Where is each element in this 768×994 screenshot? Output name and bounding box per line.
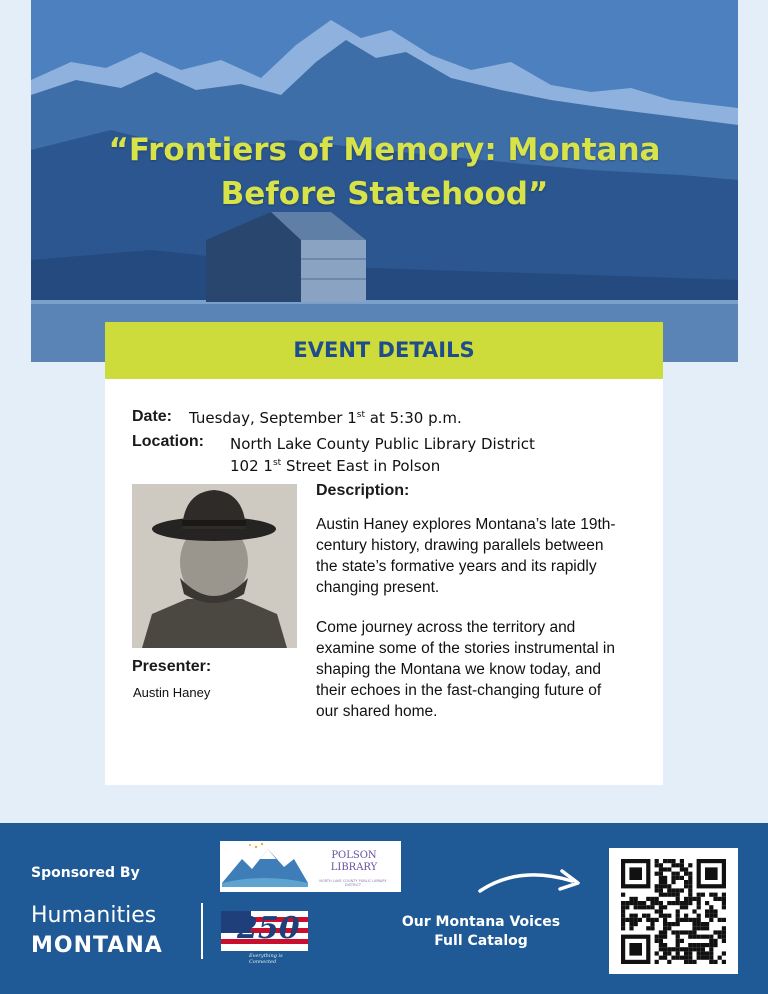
polson-library-subtitle: NORTH LAKE COUNTY PUBLIC LIBRARY DISTRICT <box>319 879 387 887</box>
qr-module <box>634 897 638 901</box>
qr-module <box>692 960 696 964</box>
qr-module <box>655 884 659 888</box>
qr-module <box>705 909 709 913</box>
qr-module <box>659 888 663 892</box>
qr-module <box>692 922 696 926</box>
qr-module <box>655 935 659 939</box>
qr-module <box>663 930 667 934</box>
qr-module <box>671 876 675 880</box>
qr-module <box>684 867 688 871</box>
qr-module <box>697 918 701 922</box>
qr-module <box>650 901 654 905</box>
qr-module <box>722 960 726 964</box>
qr-module <box>663 943 667 947</box>
qr-module <box>667 867 671 871</box>
polson-library-logo <box>220 841 401 892</box>
qr-module <box>684 918 688 922</box>
qr-module <box>663 926 667 930</box>
qr-module <box>697 901 701 905</box>
qr-module <box>705 956 709 960</box>
qr-module <box>621 901 625 905</box>
description-label: Description: <box>316 482 410 499</box>
qr-module <box>655 960 659 964</box>
qr-code[interactable] <box>609 848 738 974</box>
qr-module <box>680 939 684 943</box>
qr-module <box>705 922 709 926</box>
qr-module <box>671 893 675 897</box>
catalog-link-line-2[interactable]: Full Catalog <box>434 933 528 949</box>
qr-module <box>692 943 696 947</box>
qr-module <box>663 951 667 955</box>
qr-module <box>663 905 667 909</box>
qr-module <box>676 897 680 901</box>
qr-module <box>722 939 726 943</box>
qr-module <box>667 951 671 955</box>
qr-module <box>621 914 625 918</box>
qr-module <box>722 926 726 930</box>
qr-module <box>688 897 692 901</box>
qr-module <box>655 901 659 905</box>
qr-module <box>697 956 701 960</box>
qr-module <box>634 914 638 918</box>
qr-module <box>659 893 663 897</box>
qr-module <box>667 926 671 930</box>
qr-module <box>688 893 692 897</box>
qr-module <box>663 859 667 863</box>
qr-module <box>709 943 713 947</box>
qr-module <box>659 943 663 947</box>
qr-module <box>680 905 684 909</box>
qr-module <box>692 897 696 901</box>
qr-module <box>680 863 684 867</box>
qr-module <box>671 880 675 884</box>
qr-module <box>684 947 688 951</box>
qr-module <box>713 943 717 947</box>
qr-module <box>655 859 659 863</box>
description-paragraph-2: Come journey across the territory and examine some of the stories instrumental in shaping the Montana we know today, and their echoes in the fast-changing future of our shared home. <box>316 619 615 720</box>
qr-module <box>650 922 654 926</box>
qr-module <box>676 943 680 947</box>
qr-module <box>688 960 692 964</box>
qr-finder-pattern <box>629 867 642 880</box>
qr-module <box>634 918 638 922</box>
location-line-2 <box>230 457 440 475</box>
qr-module <box>663 956 667 960</box>
qr-module <box>701 951 705 955</box>
qr-module <box>634 905 638 909</box>
qr-module <box>629 901 633 905</box>
qr-module <box>676 914 680 918</box>
qr-module <box>634 901 638 905</box>
qr-module <box>646 926 650 930</box>
qr-module <box>684 960 688 964</box>
hero-banner <box>31 0 738 362</box>
qr-module <box>705 926 709 930</box>
qr-module <box>667 884 671 888</box>
qr-module <box>671 947 675 951</box>
qr-module <box>676 872 680 876</box>
qr-module <box>701 935 705 939</box>
qr-module <box>659 884 663 888</box>
qr-module <box>621 918 625 922</box>
qr-module <box>697 897 701 901</box>
qr-module <box>629 926 633 930</box>
qr-module <box>663 880 667 884</box>
qr-module <box>688 872 692 876</box>
qr-module <box>650 926 654 930</box>
qr-module <box>676 876 680 880</box>
qr-module <box>621 926 625 930</box>
qr-module <box>676 951 680 955</box>
qr-module <box>671 888 675 892</box>
qr-module <box>676 893 680 897</box>
qr-module <box>646 897 650 901</box>
date-value <box>189 409 462 427</box>
qr-module <box>692 947 696 951</box>
qr-module <box>676 930 680 934</box>
qr-module <box>701 947 705 951</box>
location-line-2-main: 102 1 <box>230 457 273 475</box>
qr-module <box>684 956 688 960</box>
qr-module <box>697 935 701 939</box>
qr-module <box>646 914 650 918</box>
montana-250-logo <box>219 907 310 965</box>
qr-module <box>705 935 709 939</box>
qr-module <box>671 956 675 960</box>
qr-module <box>709 918 713 922</box>
presenter-name: Austin Haney <box>133 685 211 700</box>
qr-module <box>659 956 663 960</box>
qr-module <box>722 905 726 909</box>
qr-module <box>680 867 684 871</box>
qr-module <box>709 939 713 943</box>
qr-module <box>713 909 717 913</box>
qr-module <box>697 943 701 947</box>
qr-module <box>701 922 705 926</box>
polson-library-name: POLSON LIBRARY <box>330 850 378 873</box>
qr-module <box>659 872 663 876</box>
qr-module <box>676 956 680 960</box>
qr-module <box>629 914 633 918</box>
qr-module <box>659 935 663 939</box>
qr-module <box>671 922 675 926</box>
date-value-time: at 5:30 p.m. <box>365 409 462 427</box>
qr-module <box>667 901 671 905</box>
qr-module <box>663 922 667 926</box>
qr-module <box>642 905 646 909</box>
qr-module <box>692 909 696 913</box>
qr-module <box>713 939 717 943</box>
qr-module <box>646 905 650 909</box>
humanities-montana-logo-line-1: Humanities <box>31 903 157 928</box>
qr-module <box>684 901 688 905</box>
logo-divider <box>201 903 203 959</box>
qr-module <box>697 926 701 930</box>
qr-module <box>659 947 663 951</box>
presenter-portrait <box>132 484 297 648</box>
qr-module <box>676 947 680 951</box>
qr-module <box>709 960 713 964</box>
qr-module <box>663 947 667 951</box>
logo-250-tagline: Everything is Connected <box>249 953 283 965</box>
qr-module <box>713 897 717 901</box>
qr-module <box>701 893 705 897</box>
qr-module <box>697 947 701 951</box>
logo-250-number: 250 <box>237 911 300 946</box>
qr-module <box>688 930 692 934</box>
qr-module <box>655 939 659 943</box>
qr-module <box>701 926 705 930</box>
qr-module <box>705 914 709 918</box>
qr-module <box>659 876 663 880</box>
qr-module <box>667 947 671 951</box>
qr-module <box>688 888 692 892</box>
qr-module <box>705 943 709 947</box>
qr-module <box>638 905 642 909</box>
qr-module <box>709 893 713 897</box>
qr-module <box>709 956 713 960</box>
qr-module <box>676 901 680 905</box>
qr-module <box>655 909 659 913</box>
qr-module <box>655 951 659 955</box>
qr-module <box>676 909 680 913</box>
qr-module <box>680 876 684 880</box>
qr-module <box>634 922 638 926</box>
event-title <box>31 128 738 216</box>
qr-module <box>676 888 680 892</box>
description-paragraph-1: Austin Haney explores Montana’s late 19th-century history, drawing parallels between the state’s formative years and its rapidly changing present. <box>316 516 616 596</box>
qr-module <box>688 918 692 922</box>
event-details-card <box>105 322 663 785</box>
qr-module <box>697 914 701 918</box>
qr-module <box>621 909 625 913</box>
qr-module <box>684 884 688 888</box>
qr-module <box>709 935 713 939</box>
qr-module <box>722 935 726 939</box>
qr-module <box>663 918 667 922</box>
presenter-label: Presenter: <box>132 658 212 675</box>
qr-module <box>663 884 667 888</box>
qr-module <box>722 951 726 955</box>
qr-module <box>655 897 659 901</box>
qr-module <box>701 956 705 960</box>
polson-mountains-icon <box>220 841 310 892</box>
date-value-main: Tuesday, September 1 <box>189 409 357 427</box>
qr-module <box>659 914 663 918</box>
qr-module <box>709 905 713 909</box>
qr-module <box>625 918 629 922</box>
qr-module <box>667 859 671 863</box>
qr-module <box>667 960 671 964</box>
location-label: Location: <box>132 433 204 450</box>
qr-module <box>650 905 654 909</box>
qr-module <box>663 867 667 871</box>
qr-module <box>718 918 722 922</box>
location-line-1: North Lake County Public Library District <box>230 435 535 453</box>
qr-module <box>722 930 726 934</box>
qr-module <box>684 905 688 909</box>
qr-module <box>642 914 646 918</box>
qr-module <box>697 922 701 926</box>
qr-module <box>671 901 675 905</box>
qr-module <box>625 901 629 905</box>
sponsored-by-label: Sponsored By <box>31 865 140 881</box>
event-title-line-1: “Frontiers of Memory: Montana <box>108 132 661 168</box>
catalog-link-line-1[interactable]: Our Montana Voices <box>401 914 561 930</box>
qr-module <box>659 901 663 905</box>
qr-module <box>638 901 642 905</box>
qr-module <box>659 863 663 867</box>
qr-module <box>722 893 726 897</box>
catalog-link[interactable] <box>395 913 567 951</box>
sponsor-footer <box>0 823 768 994</box>
qr-module <box>676 863 680 867</box>
qr-module <box>671 930 675 934</box>
qr-module <box>688 943 692 947</box>
qr-module <box>680 918 684 922</box>
qr-module <box>621 893 625 897</box>
qr-module <box>667 888 671 892</box>
qr-module <box>713 930 717 934</box>
qr-module <box>688 863 692 867</box>
qr-module <box>692 926 696 930</box>
qr-module <box>659 909 663 913</box>
qr-module <box>663 914 667 918</box>
qr-module <box>676 935 680 939</box>
qr-module <box>697 893 701 897</box>
qr-module <box>684 897 688 901</box>
qr-module <box>629 897 633 901</box>
location-line-2-rest: Street East in Polson <box>281 457 441 475</box>
qr-module <box>697 951 701 955</box>
qr-module <box>629 922 633 926</box>
qr-module <box>692 918 696 922</box>
qr-module <box>655 888 659 892</box>
qr-module <box>718 956 722 960</box>
qr-module <box>688 901 692 905</box>
event-details-header: EVENT DETAILS <box>105 322 663 379</box>
qr-module <box>650 918 654 922</box>
humanities-montana-logo-line-2: MONTANA <box>31 933 163 958</box>
qr-module <box>655 918 659 922</box>
qr-module <box>659 939 663 943</box>
qr-module <box>688 935 692 939</box>
qr-module <box>663 935 667 939</box>
qr-module <box>621 922 625 926</box>
qr-module <box>722 901 726 905</box>
qr-module <box>713 960 717 964</box>
qr-module <box>680 947 684 951</box>
location-line-2-sup: st <box>272 458 282 468</box>
qr-module <box>667 914 671 918</box>
qr-module <box>688 956 692 960</box>
qr-module <box>713 914 717 918</box>
qr-module <box>684 872 688 876</box>
qr-module <box>655 863 659 867</box>
qr-module <box>688 951 692 955</box>
qr-module <box>722 918 726 922</box>
qr-module <box>692 935 696 939</box>
qr-module <box>680 901 684 905</box>
qr-module <box>671 872 675 876</box>
qr-module <box>625 905 629 909</box>
qr-module <box>621 905 625 909</box>
qr-module <box>671 863 675 867</box>
qr-module <box>688 884 692 888</box>
qr-module <box>713 893 717 897</box>
qr-module <box>705 901 709 905</box>
qr-module <box>659 880 663 884</box>
qr-module <box>705 951 709 955</box>
qr-module <box>638 918 642 922</box>
qr-module <box>676 922 680 926</box>
qr-module <box>680 888 684 892</box>
qr-module <box>709 909 713 913</box>
qr-module <box>688 880 692 884</box>
qr-module <box>646 918 650 922</box>
qr-module <box>684 951 688 955</box>
presenter-photo <box>132 484 297 648</box>
qr-module <box>671 859 675 863</box>
qr-module <box>692 930 696 934</box>
qr-module <box>655 872 659 876</box>
qr-module <box>722 897 726 901</box>
qr-module <box>684 930 688 934</box>
qr-module <box>718 897 722 901</box>
qr-finder-pattern <box>705 867 718 880</box>
date-label: Date: <box>132 408 173 425</box>
qr-module <box>680 956 684 960</box>
qr-module <box>684 880 688 884</box>
qr-module <box>659 930 663 934</box>
qr-module <box>709 947 713 951</box>
qr-module <box>667 893 671 897</box>
qr-module <box>697 905 701 909</box>
qr-module <box>684 914 688 918</box>
qr-module <box>680 859 684 863</box>
qr-module <box>676 918 680 922</box>
qr-module <box>650 897 654 901</box>
qr-module <box>676 939 680 943</box>
qr-code-image <box>609 848 738 974</box>
qr-module <box>663 893 667 897</box>
qr-module <box>663 876 667 880</box>
qr-module <box>680 930 684 934</box>
qr-module <box>667 922 671 926</box>
qr-finder-pattern <box>629 943 642 956</box>
qr-module <box>701 943 705 947</box>
qr-module <box>718 930 722 934</box>
event-title-line-2: Before Statehood” <box>220 176 549 212</box>
date-value-sup: st <box>356 410 366 420</box>
qr-module <box>688 947 692 951</box>
qr-module <box>688 876 692 880</box>
qr-module <box>709 914 713 918</box>
arrow-right-icon <box>474 863 584 899</box>
qr-module <box>659 905 663 909</box>
qr-module <box>629 918 633 922</box>
qr-module <box>709 951 713 955</box>
qr-module <box>642 901 646 905</box>
qr-module <box>659 867 663 871</box>
qr-module <box>718 935 722 939</box>
